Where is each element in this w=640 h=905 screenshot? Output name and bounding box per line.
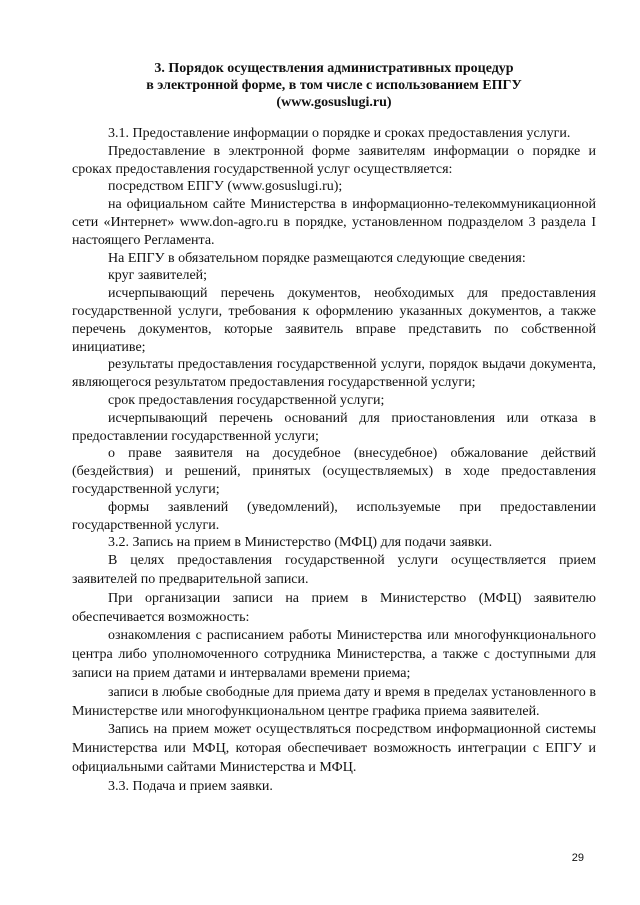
list-item: срок предоставления государственной услуги; (108, 392, 385, 408)
list-item: формы заявлений (уведомлений), используемые при предоставлении государственной услуги. (72, 499, 596, 533)
heading-line-2: в электронной форме, в том числе с использованием ЕПГУ (146, 78, 522, 93)
list-item: результаты предоставления государственной услуги, порядок выдачи документа, являющегося результатом предоставления государственной услуги; (72, 357, 596, 391)
heading-line-1: 3. Порядок осуществления административных процедур (154, 61, 514, 76)
list-item: посредством ЕПГУ (www.gosuslugi.ru); (108, 179, 343, 195)
list-item: ознакомления с расписанием работы Министерства или многофункционального центра либо уполномоченного сотрудника Министерства, а также с доступными для записи на прием датами и интервалами времени приема; (72, 628, 596, 681)
paragraph: При организации записи на прием в Министерство (МФЦ) заявителю обеспечивается возможность: (72, 590, 596, 625)
paragraph-3-3: 3.3. Подача и прием заявки. (108, 778, 273, 794)
paragraph: В целях предоставления государственной услуги осуществляется прием заявителей по предварительной записи. (72, 553, 596, 587)
list-item: исчерпывающий перечень документов, необходимых для предоставления государственной услуги, требования к оформлению указанных документов, а также перечень документов, которые заявитель вправе представить по собственной инициативе; (72, 286, 596, 355)
paragraph-3-2: 3.2. Запись на прием в Министерство (МФЦ) для подачи заявки. (108, 535, 493, 551)
list-item: о праве заявителя на досудебное (внесудебное) обжалование действий (бездействия) и решений, принятых (осуществляемых) в ходе предоставления государственной услуги; (72, 446, 596, 497)
section-heading (72, 60, 596, 111)
paragraph: Запись на прием может осуществляться посредством информационной системы Министерства или МФЦ, которая обеспечивает возможность интеграции с ЕПГУ и официальными сайтами Министерства и МФЦ. (72, 722, 596, 775)
paragraph: Предоставление в электронной форме заявителям информации о порядке и сроках предоставления государственной услуг осуществляется: (72, 143, 596, 177)
list-item: записи в любые свободные для приема дату и время в пределах установленного в Министерстве или многофункциональном центре графика приема заявителей. (72, 684, 596, 719)
list-item: исчерпывающий перечень оснований для приостановления или отказа в предоставлении государственной услуги; (72, 410, 596, 444)
heading-line-3: (www.gosuslugi.ru) (276, 95, 392, 110)
page-number: 29 (571, 852, 584, 864)
paragraph-3-1: 3.1. Предоставление информации о порядке и сроках предоставления услуги. (108, 126, 571, 141)
list-item: на официальном сайте Министерства в информационно-телекоммуникационной сети «Интернет» www.don-agro.ru в порядке, установленном подразделом 3 раздела I настоящего Регламента. (72, 197, 596, 248)
paragraph: На ЕПГУ в обязательном порядке размещаются следующие сведения: (108, 250, 526, 266)
list-item: круг заявителей; (108, 268, 208, 284)
body-text (72, 125, 596, 796)
